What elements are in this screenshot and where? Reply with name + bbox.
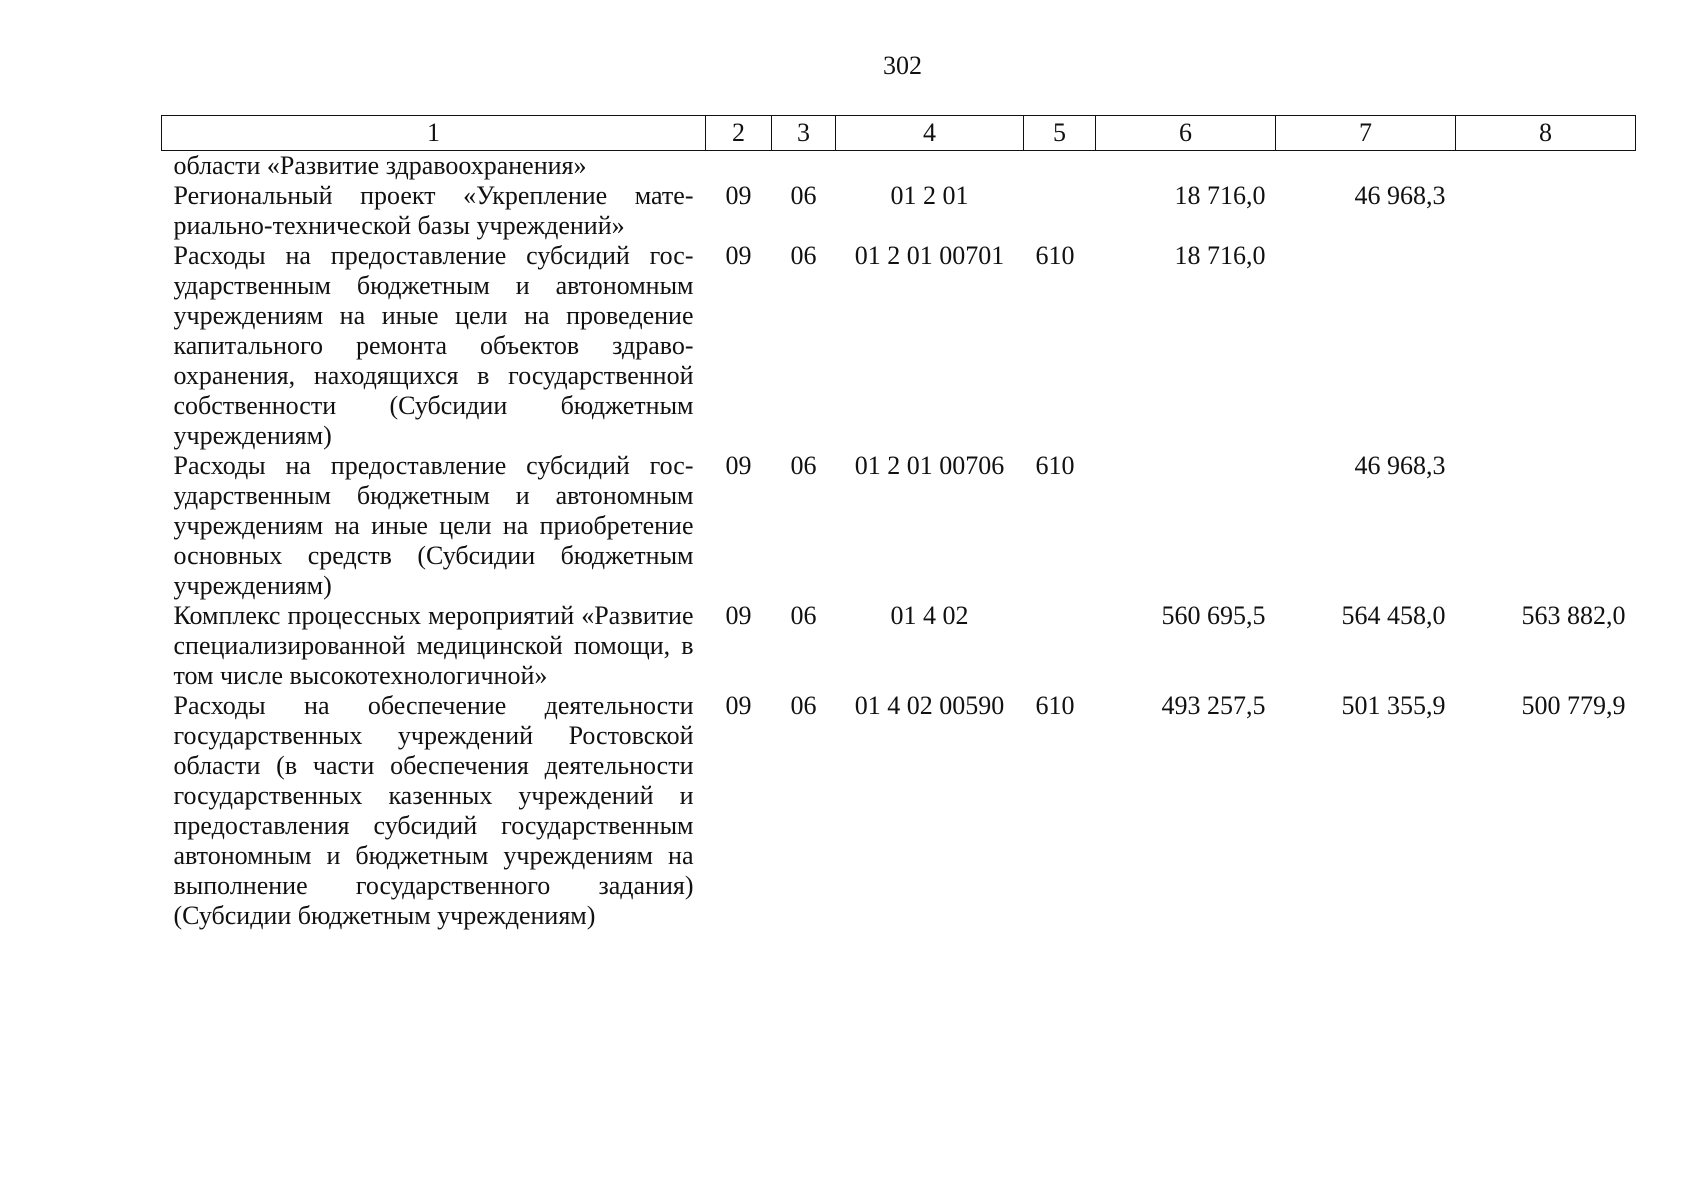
row-target-article: 01 2 01 00701 xyxy=(854,241,1005,270)
table-body xyxy=(162,151,1636,932)
row-section: 09 xyxy=(725,181,752,210)
row-target-article: 01 4 02 xyxy=(890,601,969,630)
row-expense-type xyxy=(1024,181,1096,241)
row-section: 09 xyxy=(725,241,752,270)
row-amount-col8: 563 882,0 xyxy=(1521,601,1626,630)
row-section: 09 xyxy=(725,601,752,630)
header-col-7: 7 xyxy=(1276,116,1456,151)
row-amount-col7: 564 458,0 xyxy=(1341,601,1446,630)
row-amount-col7 xyxy=(1276,151,1456,182)
row-subsection: 06 xyxy=(790,241,817,270)
row-expense-type: 610 xyxy=(1035,451,1075,480)
row-subsection: 06 xyxy=(790,451,817,480)
row-amount-col8 xyxy=(1456,241,1636,451)
row-expense-type: 610 xyxy=(1035,691,1075,720)
table-row xyxy=(162,691,1636,931)
row-name: Комплекс процессных мероприятий «Развитие специализированной медицинской помощи, в том числе высокотехнологичной» xyxy=(173,601,694,690)
header-col-5: 5 xyxy=(1024,116,1096,151)
table-row xyxy=(162,151,1636,182)
row-name: области «Развитие здравоохранения» xyxy=(173,151,587,180)
row-name: Расходы на предоставление субсидий государственным бюджетным и автономным учреждениям на иные цели на приобретение основных средств (Субсидии бюджетным учреждениям) xyxy=(173,451,694,600)
row-amount-col8 xyxy=(1456,451,1636,601)
row-amount-col7: 46 968,3 xyxy=(1354,451,1446,480)
row-amount-col8 xyxy=(1456,151,1636,182)
row-amount-col6 xyxy=(1096,451,1276,601)
row-amount-col8: 500 779,9 xyxy=(1521,691,1626,720)
table-row xyxy=(162,601,1636,691)
header-col-6: 6 xyxy=(1096,116,1276,151)
header-row xyxy=(162,116,1636,151)
row-subsection xyxy=(772,151,836,182)
row-name: Расходы на обеспечение деятельности государственных учреждений Ростовской области (в части обеспечения деятельности государственных казенных учреждений и предоставления субсидий государственным автономным и бюджетным учреждениям на выполнение государственного задания) (Субсидии бюджетным учреждениям) xyxy=(173,691,694,930)
row-subsection: 06 xyxy=(790,601,817,630)
row-amount-col7: 501 355,9 xyxy=(1341,691,1446,720)
header-col-2: 2 xyxy=(706,116,772,151)
header-col-1: 1 xyxy=(162,116,706,151)
header-col-4: 4 xyxy=(836,116,1024,151)
row-name: Региональный проект «Укрепление материально-технической базы учреждений» xyxy=(173,181,694,240)
row-subsection: 06 xyxy=(790,181,817,210)
row-amount-col6 xyxy=(1096,151,1276,182)
row-amount-col6: 560 695,5 xyxy=(1161,601,1266,630)
row-section: 09 xyxy=(725,691,752,720)
row-expense-type: 610 xyxy=(1035,241,1075,270)
row-target-article: 01 2 01 00706 xyxy=(854,451,1005,480)
page-number: 302 xyxy=(883,51,922,80)
budget-table xyxy=(161,115,1636,931)
row-amount-col6: 18 716,0 xyxy=(1174,181,1266,210)
row-amount-col8 xyxy=(1456,181,1636,241)
header-col-3: 3 xyxy=(772,116,836,151)
table-row xyxy=(162,241,1636,451)
row-target-article: 01 2 01 xyxy=(890,181,969,210)
row-target-article xyxy=(836,151,1024,182)
row-section: 09 xyxy=(725,451,752,480)
row-name: Расходы на предоставление субсидий государственным бюджетным и автономным учреждениям на иные цели на проведение капитального ремонта объектов здравоохранения, находящихся в государственной собственности (Субсидии бюджетным учреждениям) xyxy=(173,241,694,450)
row-subsection: 06 xyxy=(790,691,817,720)
header-col-8: 8 xyxy=(1456,116,1636,151)
row-amount-col7 xyxy=(1276,241,1456,451)
row-section xyxy=(706,151,772,182)
table-row xyxy=(162,451,1636,601)
row-target-article: 01 4 02 00590 xyxy=(854,691,1005,720)
table-row xyxy=(162,181,1636,241)
row-expense-type xyxy=(1024,601,1096,691)
row-amount-col6: 493 257,5 xyxy=(1161,691,1266,720)
row-expense-type xyxy=(1024,151,1096,182)
row-amount-col6: 18 716,0 xyxy=(1174,241,1266,270)
row-amount-col7: 46 968,3 xyxy=(1354,181,1446,210)
table-header xyxy=(162,116,1636,151)
